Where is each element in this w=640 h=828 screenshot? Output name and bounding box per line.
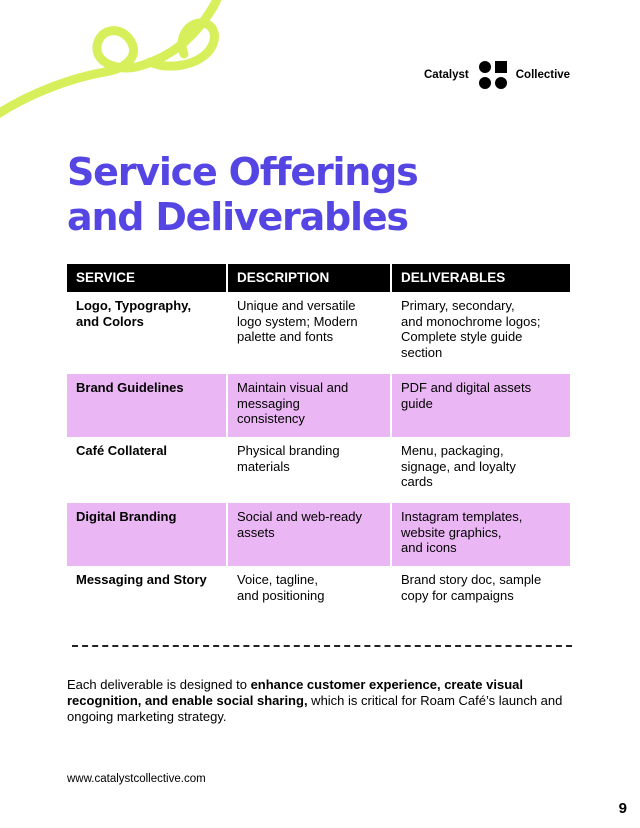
title-line-1: Service Offerings bbox=[67, 150, 418, 194]
page-title bbox=[67, 150, 418, 240]
service-cell: Brand Guidelines bbox=[67, 374, 227, 437]
brand-header bbox=[424, 60, 570, 90]
website-link[interactable]: www.catalystcollective.com bbox=[67, 773, 206, 785]
description-cell: Maintain visual and messaging consistency bbox=[227, 374, 391, 437]
brand-name-left: Catalyst bbox=[424, 69, 469, 81]
service-cell: Logo, Typography, and Colors bbox=[67, 292, 227, 374]
table-header-row bbox=[67, 264, 570, 292]
header-service: SERVICE bbox=[67, 264, 227, 292]
deliverables-cell: PDF and digital assets guide bbox=[391, 374, 570, 437]
service-cell: Café Collateral bbox=[67, 437, 227, 503]
table-row bbox=[67, 503, 570, 566]
description-cell: Social and web-ready assets bbox=[227, 503, 391, 566]
decorative-squiggle bbox=[0, 0, 230, 140]
header-deliverables: DELIVERABLES bbox=[391, 264, 570, 292]
page-number: 9 bbox=[618, 800, 627, 817]
table-row bbox=[67, 437, 570, 503]
note-emphasis: enhance customer experience, create visual recognition, and enable social sharing, bbox=[67, 677, 523, 708]
deliverables-note bbox=[67, 677, 577, 725]
four-shapes-logo-icon bbox=[478, 60, 508, 90]
note-intro: Each deliverable is designed to bbox=[67, 677, 251, 692]
note-outro: which is critical for Roam Café’s launch and ongoing marketing strategy. bbox=[67, 693, 563, 724]
table-row bbox=[67, 292, 570, 374]
description-cell: Physical branding materials bbox=[227, 437, 391, 503]
description-cell: Unique and versatile logo system; Modern palette and fonts bbox=[227, 292, 391, 374]
description-cell: Voice, tagline, and positioning bbox=[227, 566, 391, 616]
service-cell: Messaging and Story bbox=[67, 566, 227, 616]
brand-name-right: Collective bbox=[515, 69, 571, 81]
service-offerings-table bbox=[67, 264, 570, 616]
header-description: DESCRIPTION bbox=[227, 264, 391, 292]
dashed-divider bbox=[72, 645, 572, 647]
deliverables-cell: Brand story doc, sample copy for campaigns bbox=[391, 566, 570, 616]
deliverables-cell: Menu, packaging, signage, and loyalty cards bbox=[391, 437, 570, 503]
deliverables-cell: Instagram templates, website graphics, and icons bbox=[391, 503, 570, 566]
table-row bbox=[67, 374, 570, 437]
title-line-2: and Deliverables bbox=[67, 195, 408, 239]
table-row bbox=[67, 566, 570, 616]
deliverables-cell: Primary, secondary, and monochrome logos; Complete style guide section bbox=[391, 292, 570, 374]
service-cell: Digital Branding bbox=[67, 503, 227, 566]
